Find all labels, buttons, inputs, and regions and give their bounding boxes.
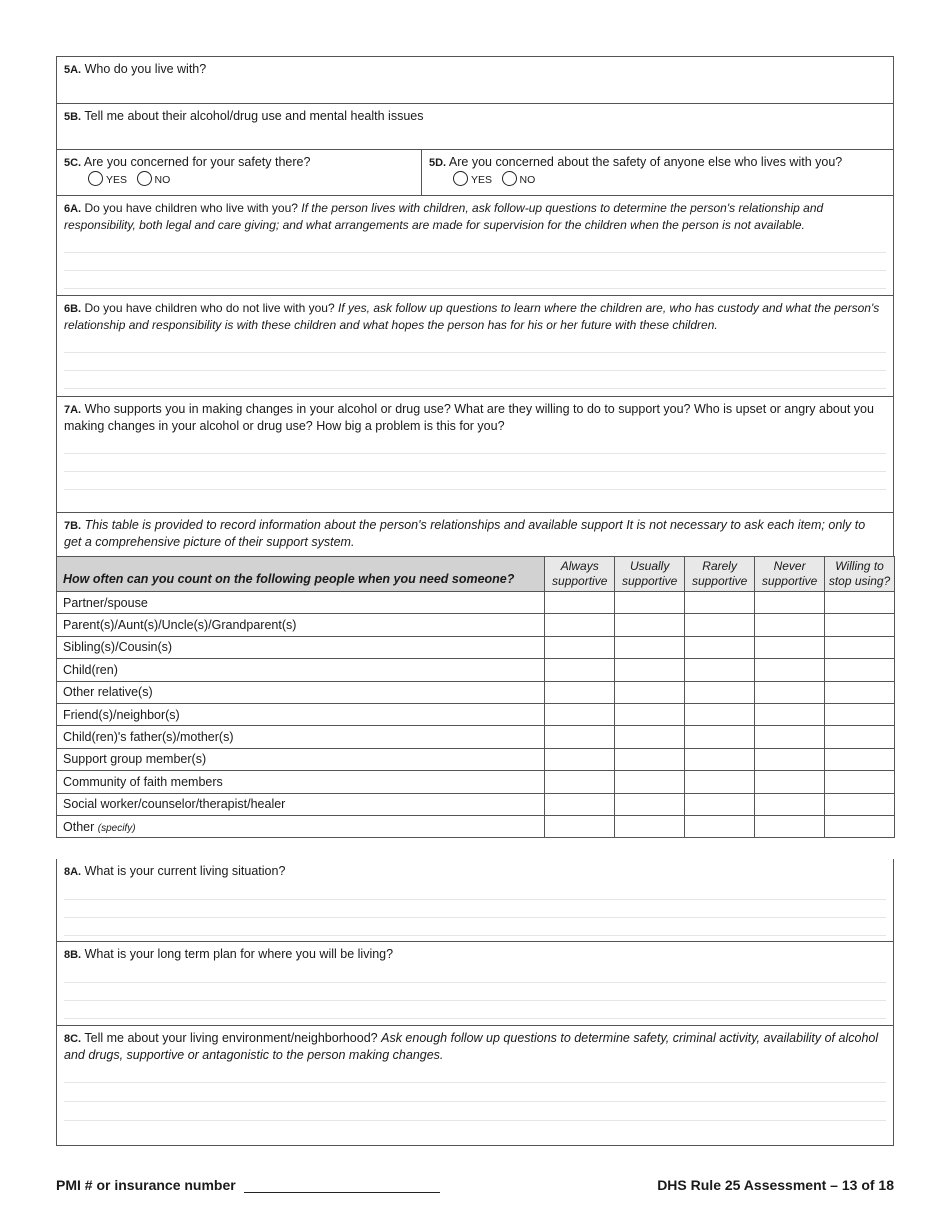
opt-label: NO	[154, 174, 171, 186]
answer-cell[interactable]	[825, 681, 895, 703]
row-label-text: Partner/spouse	[63, 595, 148, 610]
column-header	[755, 557, 825, 592]
q-number: 5A.	[64, 64, 82, 76]
radio-5c-no[interactable]	[137, 172, 177, 186]
question-8c[interactable]	[56, 1026, 894, 1146]
radio-5c-yes[interactable]	[88, 172, 133, 186]
row-label-text: Other relative(s)	[63, 685, 153, 700]
q-instructions: Ask enough follow up questions to determine safety, criminal activity, availability of alcohol and drugs, supportive or antagonistic to the person making changes.	[64, 1031, 879, 1062]
q-text: What is your current living situation?	[84, 864, 286, 878]
radio-circle-icon	[137, 171, 152, 186]
answer-cell[interactable]	[545, 681, 615, 703]
row-label-text: Child(ren)	[63, 662, 118, 677]
answer-cell[interactable]	[615, 793, 685, 815]
q-instructions: This table is provided to record information about the person's relationships and available support It is not necessary to ask each item; only to get a comprehensive picture of their support system.	[64, 518, 866, 549]
row-label-text: Community of faith members	[63, 774, 223, 789]
table-row	[57, 659, 895, 681]
radio-5d-yes[interactable]	[453, 172, 498, 186]
answer-cell[interactable]	[615, 703, 685, 725]
answer-cell[interactable]	[545, 703, 615, 725]
answer-line	[64, 1000, 886, 1001]
row-label	[57, 771, 545, 793]
pmi-label: PMI # or insurance number	[56, 1177, 236, 1193]
question-6a[interactable]	[56, 196, 894, 296]
pmi-input-line[interactable]	[244, 1192, 440, 1193]
q-number: 8A.	[64, 866, 82, 878]
answer-cell[interactable]	[685, 614, 755, 636]
table-row	[57, 771, 895, 793]
row-label	[57, 703, 545, 725]
row-label-text: Friend(s)/neighbor(s)	[63, 707, 180, 722]
header-line: Usually	[629, 559, 670, 573]
opt-label: YES	[471, 174, 493, 186]
q-number: 5C.	[64, 157, 82, 169]
answer-cell[interactable]	[755, 771, 825, 793]
answer-cell[interactable]	[685, 659, 755, 681]
table-row	[57, 793, 895, 815]
table-row	[57, 592, 895, 614]
answer-cell[interactable]	[825, 659, 895, 681]
table-row	[57, 726, 895, 748]
answer-cell[interactable]	[615, 771, 685, 793]
row-label	[57, 659, 545, 681]
answer-line	[64, 388, 886, 389]
answer-cell[interactable]	[755, 614, 825, 636]
column-header	[545, 557, 615, 592]
answer-cell[interactable]	[615, 681, 685, 703]
answer-cell[interactable]	[545, 592, 615, 614]
header-line: supportive	[552, 574, 608, 588]
answer-cell[interactable]	[545, 636, 615, 658]
answer-cell[interactable]	[825, 748, 895, 770]
row-label	[57, 748, 545, 770]
question-5d	[421, 150, 894, 196]
answer-cell[interactable]	[685, 815, 755, 837]
row-label	[57, 681, 545, 703]
question-8a[interactable]	[56, 859, 894, 942]
row-label-text: Support group member(s)	[63, 752, 207, 767]
answer-cell[interactable]	[825, 592, 895, 614]
header-text: How often can you count on the following people when you need someone?	[63, 572, 515, 586]
answer-cell[interactable]	[545, 726, 615, 748]
row-label	[57, 793, 545, 815]
answer-cell[interactable]	[755, 726, 825, 748]
answer-cell[interactable]	[755, 636, 825, 658]
question-6b[interactable]	[56, 296, 894, 397]
row-label-text: Child(ren)'s father(s)/mother(s)	[63, 730, 234, 745]
q-number: 8B.	[64, 949, 82, 961]
q-number: 5D.	[429, 157, 447, 169]
answer-cell[interactable]	[545, 815, 615, 837]
answer-cell[interactable]	[755, 748, 825, 770]
answer-line	[64, 370, 886, 371]
q-text: Tell me about their alcohol/drug use and mental health issues	[84, 109, 424, 123]
answer-cell[interactable]	[755, 815, 825, 837]
row-label	[57, 815, 545, 837]
q-number: 7B.	[64, 520, 82, 532]
q-instructions: If the person lives with children, ask follow-up questions to determine the person's relationship and responsibility, both legal and care giving; and what arrangements are made for supervision for the children when the person is not available.	[64, 201, 824, 232]
table-row	[57, 681, 895, 703]
answer-cell[interactable]	[615, 815, 685, 837]
answer-cell[interactable]	[825, 771, 895, 793]
q-text: Tell me about your living environment/neighborhood?	[84, 1031, 378, 1045]
table-question-header	[57, 557, 545, 592]
row-label-text: Social worker/counselor/therapist/healer	[63, 797, 286, 812]
answer-cell[interactable]	[825, 636, 895, 658]
answer-cell[interactable]	[685, 636, 755, 658]
radio-circle-icon	[88, 171, 103, 186]
answer-cell[interactable]	[545, 614, 615, 636]
header-line: supportive	[621, 574, 678, 588]
answer-line	[64, 270, 886, 271]
question-7b	[56, 513, 894, 556]
answer-cell[interactable]	[615, 636, 685, 658]
answer-cell[interactable]	[755, 681, 825, 703]
header-line: supportive	[761, 574, 818, 588]
answer-line	[64, 288, 886, 289]
header-line: Willing to	[835, 559, 884, 573]
answer-cell[interactable]	[545, 793, 615, 815]
answer-cell[interactable]	[825, 726, 895, 748]
answer-cell[interactable]	[825, 614, 895, 636]
question-5c	[56, 150, 422, 196]
q-number: 5B.	[64, 111, 82, 123]
answer-cell[interactable]	[615, 659, 685, 681]
q-text: Do you have children who do not live with you?	[84, 301, 335, 315]
row-label	[57, 636, 545, 658]
answer-cell[interactable]	[545, 771, 615, 793]
row-label-text: Parent(s)/Aunt(s)/Uncle(s)/Grandparent(s)	[63, 618, 297, 633]
answer-cell[interactable]	[755, 793, 825, 815]
header-line: Always	[560, 559, 599, 573]
answer-cell[interactable]	[545, 659, 615, 681]
row-label-text: Sibling(s)/Cousin(s)	[63, 640, 173, 655]
answer-cell[interactable]	[685, 681, 755, 703]
table-row	[57, 703, 895, 725]
header-line: stop using?	[828, 574, 891, 588]
page-footer-title: DHS Rule 25 Assessment – 13 of 18	[657, 1177, 894, 1193]
specify-note: (specify)	[97, 822, 136, 834]
answer-line	[64, 1082, 886, 1083]
answer-cell[interactable]	[685, 771, 755, 793]
answer-line	[64, 453, 886, 454]
answer-line	[64, 917, 886, 918]
header-line: Never	[773, 559, 806, 573]
answer-cell[interactable]	[615, 592, 685, 614]
answer-cell[interactable]	[685, 748, 755, 770]
answer-cell[interactable]	[545, 748, 615, 770]
answer-cell[interactable]	[685, 793, 755, 815]
answer-line	[64, 252, 886, 253]
question-8b[interactable]	[56, 942, 894, 1026]
answer-cell[interactable]	[825, 815, 895, 837]
q-text: Do you have children who live with you?	[84, 201, 298, 215]
answer-cell[interactable]	[685, 726, 755, 748]
q-text: Who supports you in making changes in your alcohol or drug use? What are they willing to do to support you? Who is upset or angry about you making changes in your alcohol or drug use? How big a problem is this for you?	[64, 402, 874, 433]
question-5b[interactable]	[56, 104, 894, 150]
question-7a[interactable]	[56, 397, 894, 513]
question-5a[interactable]	[56, 56, 894, 104]
answer-line	[64, 982, 886, 983]
opt-label: NO	[519, 174, 536, 186]
answer-line	[64, 899, 886, 900]
answer-line	[64, 935, 886, 936]
answer-line	[64, 1120, 886, 1121]
q-text: What is your long term plan for where you will be living?	[84, 947, 394, 961]
answer-cell[interactable]	[615, 614, 685, 636]
answer-cell[interactable]	[685, 703, 755, 725]
answer-line	[64, 352, 886, 353]
answer-cell[interactable]	[755, 659, 825, 681]
answer-cell[interactable]	[615, 748, 685, 770]
row-label	[57, 592, 545, 614]
column-header	[685, 557, 755, 592]
answer-line	[64, 1101, 886, 1102]
answer-line	[64, 471, 886, 472]
q-text: Are you concerned for your safety there?	[83, 155, 311, 169]
radio-circle-icon	[502, 171, 517, 186]
column-header	[825, 557, 895, 592]
table-row	[57, 614, 895, 636]
opt-label: YES	[106, 174, 128, 186]
q-number: 6B.	[64, 303, 82, 315]
answer-line	[64, 1018, 886, 1019]
pmi-field	[56, 1177, 440, 1193]
row-label-text: Other	[63, 819, 95, 834]
row-label	[57, 614, 545, 636]
row-label	[57, 726, 545, 748]
radio-circle-icon	[453, 171, 468, 186]
q-number: 6A.	[64, 203, 82, 215]
q-number: 7A.	[64, 404, 82, 416]
answer-cell[interactable]	[755, 592, 825, 614]
answer-cell[interactable]	[685, 592, 755, 614]
column-header	[615, 557, 685, 592]
answer-cell[interactable]	[615, 726, 685, 748]
answer-cell[interactable]	[755, 703, 825, 725]
support-table	[56, 556, 895, 838]
q-instructions: If yes, ask follow up questions to learn where the children are, who has custody and what the person's relationship and responsibility is with these children and what hopes the person has for his or her future with these children.	[64, 301, 880, 332]
q-number: 8C.	[64, 1033, 82, 1045]
header-line: supportive	[691, 574, 748, 588]
answer-cell[interactable]	[825, 703, 895, 725]
radio-5d-no[interactable]	[502, 172, 542, 186]
header-line: Rarely	[702, 559, 737, 573]
answer-line	[64, 489, 886, 490]
table-row	[57, 815, 895, 837]
q-text: Who do you live with?	[84, 62, 207, 76]
q-text: Are you concerned about the safety of anyone else who lives with you?	[448, 155, 843, 169]
table-row	[57, 636, 895, 658]
table-row	[57, 748, 895, 770]
answer-cell[interactable]	[825, 793, 895, 815]
